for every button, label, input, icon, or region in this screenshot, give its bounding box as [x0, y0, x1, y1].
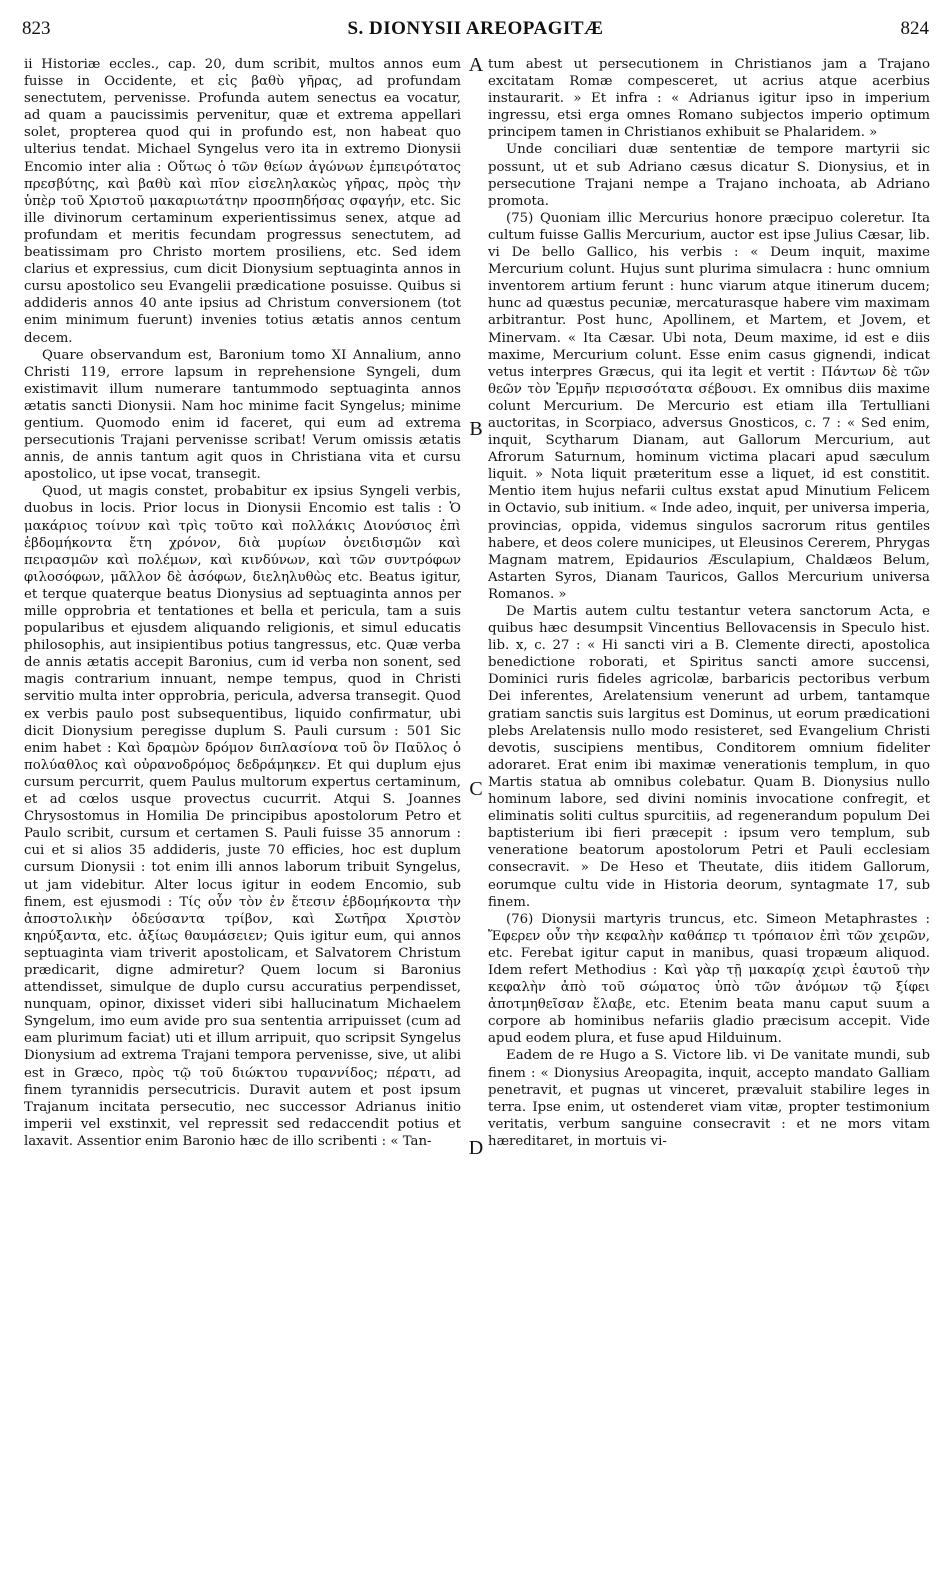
left-paragraph-1: ii Historiæ eccles., cap. 20, dum scribit, multos annos eum fuisse in Occidente, et εἰς βαθὺ γῆρας, ad profundam senectutem, pervenisse. Profunda autem senectus ea vocatur, ad quam a paucissimis pervenitur, quæ et extrema appellari solet, propterea quod qui in profundo est, non habeat quo ulterius tendat. Michael Syngelus vero ita in extremo Dionysii Encomio inter alia : Οὕτως ὁ τῶν θείων ἀγώνων ἐμπειρότατος πρεσβύτης, καὶ βαθὺ καὶ πῖον εἰσεληλακὼς γῆρας, πρὸς τὴν ὑπὲρ τοῦ Χριστοῦ μακαριωτάτην προσπηδήσας σφαγήν, etc. Sic ille divinorum certaminum experientissimus senex, atque ad profundam et meritis fecundam progressus senectutem, ad beatissimam pro Christo mortem prosiliens, etc. Sed idem clarius et expressius, cum dicit Dionysium septuaginta annos in cursu apostolico seu Evangelii prædicatione posuisse. Quibus si addideris annos 40 ante ipsius ad Christum conversionem (tot enim minimum fuerunt) invenies totius ætatis annos centum decem.: [24, 57, 461, 346]
left-paragraph-3: Quod, ut magis constet, probabitur ex ipsius Syngeli verbis, duobus in locis. Prior locus in Dionysii Encomio est talis : Ὁ μακάριος τοίνυν καὶ τρὶς τοῦτο καὶ πολλάκις Διονύσιος ἐπὶ ἑβδομήκοντα ἔτη χρόνον, διὰ μυρίων ὀνειδισμῶν καὶ πειρασμῶν καὶ πολέμων, καὶ κινδύνων, καὶ τῶν συντρόφων φιλοσόφων, μᾶλλον δὲ ἀσόφων, διεληλυθὼς etc. Beatus igitur, et terque quaterque beatus Dionysius ad septuaginta annos per mille opprobria et tentationes et bella et pericula, tam a suis popularibus et ejusdem aliquando religionis, et simul educatis philosophis, aut insipientibus potius tangressus, etc. Quæ verba de annis ætatis accepit Baronius, cum id verba non sonent, sed magis contrarium innuant, nempe tempus, quod in Christi servitio multa inter opprobria, pericula, adversa transegit. Quod ex verbis paulo post subsequentibus, liquido confirmatur, ubi dicit Dionysium peregisse duplum S. Pauli cursum : 501 Sic enim habet : Καὶ δραμὼν δρόμον διπλασίονα τοῦ ὃν Παῦλος ὁ πολύαθλος καὶ οὐρανοδρόμος δεδράμηκεν. Et qui duplum ejus cursum percurrit, quem Paulus multorum expertus certaminum, et ad cœlos usque provectus cucurrit. Atqui S. Joannes Chrysostomus in Homilia De principibus apostolorum Petro et Paulo scribit, cursum et certamen S. Pauli fuisse 35 annorum : cui et si alios 35 addideris, juste 70 efficies, hoc est duplum cursum Dionysii : tot enim illi annos laborum tribuit Syngelus, ut jam videbitur. Alter locus igitur in eodem Encomio, sub finem, est ejusmodi : Τίς οὖν τὸν ἐν ἔτεσιν ἑβδομήκοντα τὴν ἀποστολικὴν ὁδεύσαντα τρίβον, καὶ Σωτῆρα Χριστὸν κηρύξαντα, etc. ἀξίως θαυμάσειεν; Quis igitur eum, qui annos septuaginta viam triverit apostolicam, et Salvatorem Christum prædicarit, digne admiretur? Quem locum si Baronius attendisset, simulque de duplo cursu accuratius perpendisset, nunquam, opinor, dixisset videri sibi hallucinatum Michaelem Syngelum, imo eum avide pro sua sententia arripuisset (cum ad eam plurimum faciat) uti et illum arripuit, quo scripsit Syngelus Dionysium ad extrema Trajani tempora pervenisse, sive, ut alibi est in Græco, πρὸς τῷ τοῦ διώκτου τυραννίδος; πέρατι, ad finem tyrannidis persecutricis. Duravit autem et post ipsum Trajanum incitata persecutio, nec successor Adrianus initio imperii vel exstinxit, vel repressit sed redaccendit potius et laxavit. Assentior enim Baronio hæc de illo scribenti : « Tan-: [24, 484, 461, 1149]
section-marker-a: A: [468, 54, 484, 76]
section-marker-d: D: [468, 1137, 484, 1159]
right-paragraph-5: (76) Dionysii martyris truncus, etc. Simeon Metaphrastes : Ἔφερεν οὖν τὴν κεφαλὴν καθάπερ τι τρόπαιον ἐπὶ τῶν χειρῶν, etc. Ferebat igitur caput in manibus, quasi tropæum aliquod. Idem refert Methodius : Καὶ γὰρ τῇ μακαρίᾳ χειρὶ ἑαυτοῦ τὴν κεφαλὴν ἀπὸ τοῦ σώματος ὑπὸ τῶν ἀνόμων τῷ ξίφει ἀποτμηθεῖσαν ἔλαβε, etc. Etenim beata manu caput suum a corpore ab hominibus nefariis gladio præcisum accepit. Vide apud eodem plura, et fuse apud Hilduinum.: [488, 911, 930, 1047]
right-page-number: 824: [900, 18, 929, 39]
right-paragraph-1: tum abest ut persecutionem in Christianos jam a Trajano excitatam Romæ compesceret, ut acrius atque acerbius instaurarit. » Et infra : « Adrianus igitur ipso in imperium ingressu, etsi erga omnes Romano subjectos imperio optimum principem tamen in Christianos exhibuit se Phalaridem. »: [488, 57, 930, 141]
right-paragraph-6: Eadem de re Hugo a S. Victore lib. vi De vanitate mundi, sub finem : « Dionysius Areopagita, inquit, accepto mandato Galliam penetravit, et pugnas ut vinceret, prævaluit stabilire leges in terra. Ipse enim, ut ostenderet viam vitæ, propter testimonium veritatis, verbum sanguine consecravit : et ne mors vitam hæreditaret, in mortuis vi-: [488, 1048, 930, 1149]
right-paragraph-3: (75) Quoniam illic Mercurius honore præcipuo coleretur. Ita cultum fuisse Gallis Mercurium, auctor est ipse Julius Cæsar, lib. vi De bello Gallico, his verbis : « Deum inquit, maxime Mercurium colunt. Hujus sunt plurima simulacra : hunc omnium inventorem artium ferunt : hunc viarum atque itinerum ducem; hunc ad quæstus pecuniæ, mercaturasque habere vim maximam arbitrantur. Post hunc, Apollinem, et Martem, et Jovem, et Minervam. « Ita Cæsar. Ubi nota, Deum maxime, id est e diis maxime, Mercurium colunt. Esse enim casus gignendi, indicat vetus interpres Græcus, qui ita legit et vertit : Πάντων δὲ τῶν θεῶν τὸν Ἑρμῆν περισσότατα σέβουσι. Ex omnibus diis maxime colunt Mercurium. De Mercurio est etiam illa Tertulliani auctoritas, in Scorpiaco, adversus Gnosticos, c. 7 : « Sed enim, inquit, Scytharum Dianam, aut Gallorum Mercurium, aut Afrorum Saturnum, hominum victima placari apud sæculum liquit. » Nota liquit præteritum esse a liquet, id est constitit. Mentio item hujus nefarii cultus exstat apud Minutium Felicem in Octavio, sub initium. « Inde adeo, inquit, per universa imperia, provincias, oppida, videmus singulos sacrorum ritus gentiles habere, et deos colere municipes, ut Eleusinos Cererem, Phrygas Magnam matrem, Epidaurios Æsculapium, Chaldæos Belum, Astarten Syros, Dianam Tauricos, Gallos Mercurium universa Romanos. »: [488, 210, 930, 602]
left-paragraph-2: Quare observandum est, Baronium tomo XI Annalium, anno Christi 119, errore lapsum in reprehensione Syngeli, dum existimavit illum numerare tantummodo septuaginta annos ætatis sancti Dionysii. Nam hoc minime facit Syngelus; minime gentium. Quomodo enim id faceret, qui eum ad extrema persecutionis Trajani pervenisse scribat! Verum omissis ætatis annis, de annis tantum agit quos in Christiana vita et cursu apostolico, ut ipse vocat, transegit.: [24, 347, 461, 483]
right-paragraph-4: De Martis autem cultu testantur vetera sanctorum Acta, e quibus hæc desumpsit Vincentius Bellovacensis in Speculo hist. lib. x, c. 27 : « Hi sancti viri a B. Clemente directi, apostolica benedictione roborati, et Spiritus sancti amore succensi, Dominici ruris fideles agricolæ, barbaricis pectoribus verbum Dei inferentes, Arelatensium venerunt ad urbem, tantamque gratiam sanctis suis largitus est Dominus, ut eorum prædicationi plebs Arelatensis nullo modo resisteret, sed Evangelium Christi devotis, suscipiens mentibus, Conditorem omnium fideliter adoraret. Erat enim ibi maximæ venerationis templum, in quo Martis statua ab omnibus colebatur. Quam B. Dionysius nullo hominum labore, sed divini nominis invocatione confregit, et eliminatis soliti cultus spurcitiis, ad regenerandum populum Dei baptisterium ibi fieri præcepit : ipsum vero templum, sub veneratione beatorum apostolorum Petri et Pauli ecclesiam consecravit. » De Heso et Theutate, diis itidem Gallorum, eorumque cultu vide in Historia deorum, syntagmate 17, sub finem.: [488, 604, 930, 910]
page-header: [22, 18, 929, 48]
right-paragraph-2: Unde conciliari duæ sententiæ de tempore martyrii sic possunt, ut et sub Adriano cæsus dicatur S. Dionysius, et in persecutione Trajani nempe a Trajano inchoata, ab Adriano promota.: [488, 142, 930, 209]
left-column: [24, 56, 461, 1566]
section-marker-c: C: [469, 778, 483, 800]
left-page-number: 823: [22, 18, 51, 39]
running-title: S. DIONYSII AREOPAGITÆ: [347, 18, 604, 39]
right-column: [488, 56, 930, 1566]
section-marker-b: B: [469, 418, 483, 440]
